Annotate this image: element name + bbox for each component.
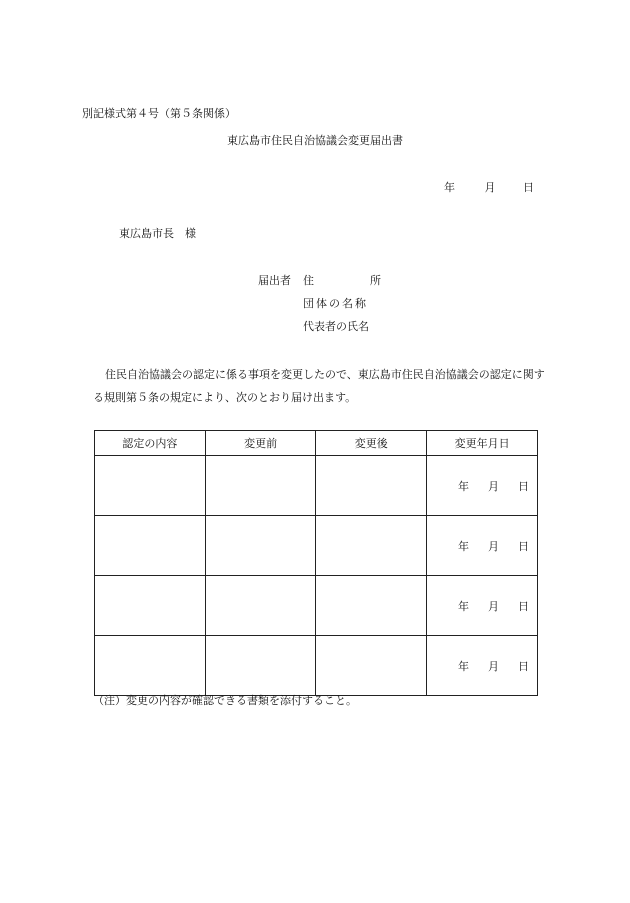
addressee: 東広島市長 様 bbox=[119, 227, 196, 240]
cell-content[interactable] bbox=[95, 456, 206, 516]
date-year: 年 bbox=[458, 659, 469, 673]
table-row bbox=[95, 456, 538, 516]
cell-content[interactable] bbox=[95, 576, 206, 636]
date-month: 月 bbox=[488, 479, 499, 493]
cell-after[interactable] bbox=[316, 456, 427, 516]
table-header-row bbox=[95, 431, 538, 456]
header-after: 変更後 bbox=[316, 431, 427, 456]
address-prefix: 住 bbox=[303, 274, 314, 287]
sender-label: 届出者 bbox=[258, 274, 291, 287]
header-before: 変更前 bbox=[205, 431, 316, 456]
header-change-date: 変更年月日 bbox=[427, 431, 538, 456]
date-day: 日 bbox=[518, 479, 529, 493]
cell-content[interactable] bbox=[95, 516, 206, 576]
document-title: 東広島市住民自治協議会変更届出書 bbox=[227, 134, 403, 147]
date-day: 日 bbox=[518, 599, 529, 613]
cell-after[interactable] bbox=[316, 576, 427, 636]
date-month: 月 bbox=[488, 539, 499, 553]
cell-change-date[interactable] bbox=[427, 516, 538, 576]
changes-table bbox=[94, 430, 538, 696]
cell-after[interactable] bbox=[316, 636, 427, 696]
date-day: 日 bbox=[518, 539, 529, 553]
cell-before[interactable] bbox=[205, 636, 316, 696]
date-year: 年 bbox=[458, 539, 469, 553]
sender-address-label bbox=[303, 272, 381, 288]
cell-change-date[interactable] bbox=[427, 636, 538, 696]
date-day: 日 bbox=[518, 659, 529, 673]
date-month: 月 bbox=[484, 181, 496, 194]
address-suffix: 所 bbox=[370, 274, 381, 287]
cell-before[interactable] bbox=[205, 516, 316, 576]
table-row bbox=[95, 636, 538, 696]
representative-label: 代表者の氏名 bbox=[303, 320, 369, 333]
table-row bbox=[95, 516, 538, 576]
footnote: （注）変更の内容が確認できる書類を添付すること。 bbox=[93, 694, 357, 707]
date-year: 年 bbox=[444, 181, 455, 194]
table-row bbox=[95, 576, 538, 636]
date-month: 月 bbox=[488, 659, 499, 673]
date-day: 日 bbox=[523, 181, 534, 194]
header-content: 認定の内容 bbox=[95, 431, 206, 456]
cell-change-date[interactable] bbox=[427, 456, 538, 516]
cell-after[interactable] bbox=[316, 516, 427, 576]
cell-change-date[interactable] bbox=[427, 576, 538, 636]
date-year: 年 bbox=[458, 479, 469, 493]
date-month: 月 bbox=[488, 599, 499, 613]
cell-before[interactable] bbox=[205, 456, 316, 516]
form-number: 別記様式第４号（第５条関係） bbox=[82, 107, 236, 120]
body-text: 住民自治協議会の認定に係る事項を変更したので、東広島市住民自治協議会の認定に関する規則第５条の規定により、次のとおり届け出ます。 bbox=[93, 368, 545, 404]
cell-before[interactable] bbox=[205, 576, 316, 636]
org-name-label: 団体の名称 bbox=[303, 297, 368, 310]
submission-date bbox=[444, 179, 534, 195]
cell-content[interactable] bbox=[95, 636, 206, 696]
date-year: 年 bbox=[458, 599, 469, 613]
